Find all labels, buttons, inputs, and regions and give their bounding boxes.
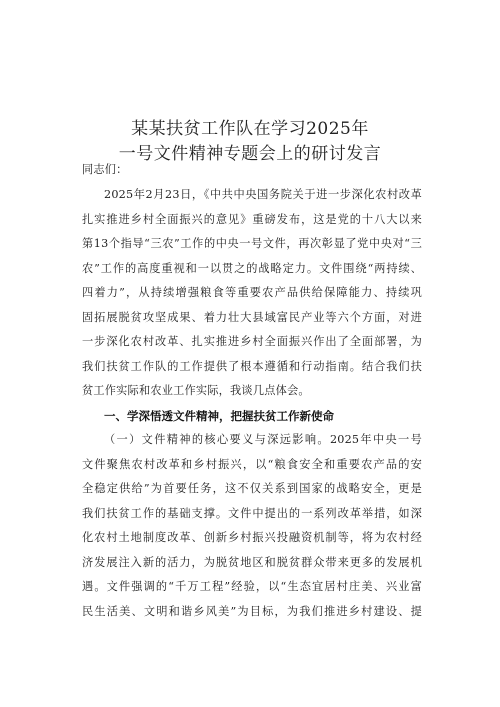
paragraph-2-line: 遇。文件强调的“千万工程”经验，以“生态宜居村庄美、兴业富 [82, 580, 422, 593]
paragraph-1-line: 第13个指导“三农”工作的中央一号文件，再次彰显了党中央对“三 [82, 237, 422, 250]
paragraph-1-line: 四着力”，从持续增强粮食等重要农产品供给保障能力、持续巩 [82, 286, 422, 299]
paragraph-1-line: 贫工作实际和农业工作实际，我谈几点体会。 [82, 384, 310, 397]
paragraph-1-line: 2025年2月23日，《中共中央国务院关于进一步深化农村改革 [104, 188, 422, 201]
paragraph-2-line: （一）文件精神的核心要义与深远影响。2025年中央一号 [104, 433, 422, 446]
paragraph-2-line: 全稳定供给”为首要任务，这不仅关系到国家的战略安全，更是 [82, 482, 422, 495]
paragraph-1-line: 一步深化农村改革、扎实推进乡村全面振兴作出了全面部署，为 [82, 335, 422, 348]
paragraph-2-line: 我们扶贫工作的基础支撑。文件中提出的一系列改革举措，如深 [82, 507, 422, 520]
paragraph-1-line: 固拓展脱贫攻坚成果、着力壮大县域富民产业等六个方面，对进 [82, 311, 422, 324]
section-heading-1: 一、学深悟透文件精神，把握扶贫工作新使命 [104, 409, 334, 423]
paragraph-2-line: 济发展注入新的活力，为脱贫地区和脱贫群众带来更多的发展机 [82, 556, 422, 569]
salutation: 同志们： [82, 163, 128, 176]
paragraph-2-line: 化农村土地制度改革、创新乡村振兴投融资机制等，将为农村经 [82, 531, 422, 544]
paragraph-1-line: 农”工作的高度重视和一以贯之的战略定力。文件围绕“两持续、 [82, 262, 422, 275]
document-title-line-1: 某某扶贫工作队在学习2025年 [131, 119, 369, 139]
paragraph-1-line: 扎实推进乡村全面振兴的意见》重磅发布，这是党的十八大以来 [82, 213, 422, 226]
paragraph-2-line: 民生活美、文明和谐乡风美”为目标，为我们推进乡村建设、提 [82, 605, 422, 618]
paragraph-1-line: 我们扶贫工作队的工作提供了根本遵循和行动指南。结合我们扶 [82, 360, 422, 373]
paragraph-2-line: 文件聚焦农村改革和乡村振兴，以“粮食安全和重要农产品的安 [82, 458, 422, 471]
document-title-line-2: 一号文件精神专题会上的研讨发言 [118, 144, 382, 164]
